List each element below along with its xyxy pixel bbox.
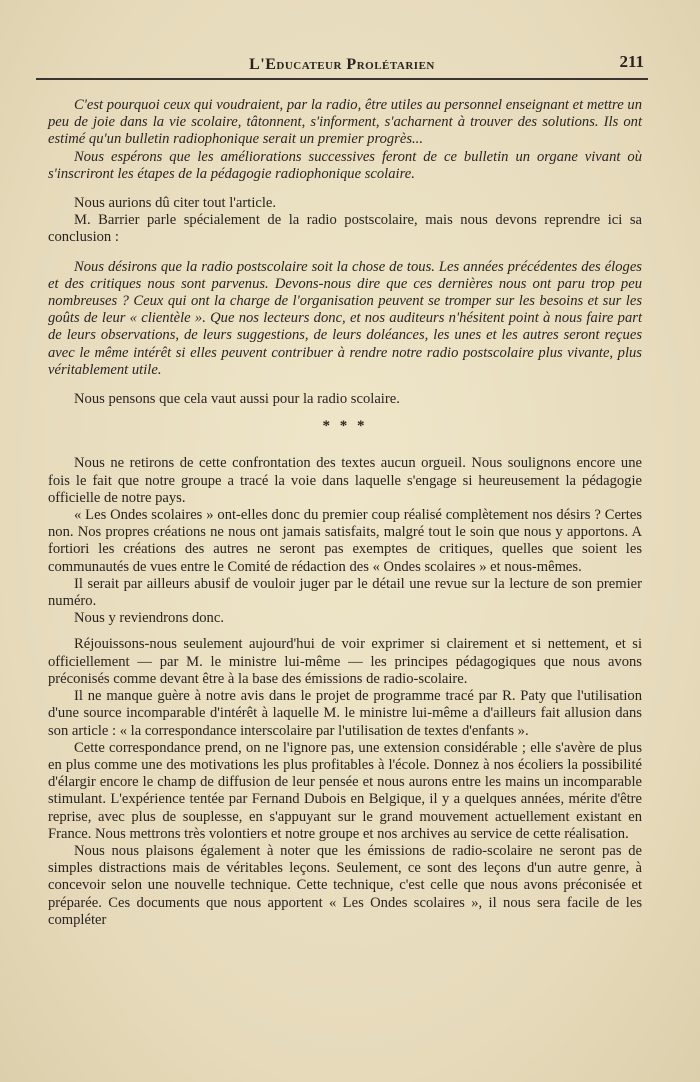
running-title: L'Educateur Prolétarien <box>249 56 435 73</box>
body-paragraph: Nous pensons que cela vaut aussi pour la radio scolaire. <box>74 391 400 408</box>
body-paragraph: Nous nous plaisons également à noter que les émissions de radio-scolaire ne seront pas de simples distractions mais de véritables leçons. Seulement, ce sont des leçons d'un autre genre, à concevoir selon une nouvelle technique. Cette technique, c'est celle que nous avons préconisée et préparée. Ces documents que nous apportent « Les Ondes scolaires », il nous sera facile de les compléter <box>48 842 642 928</box>
quote-paragraph: Nous espérons que les améliorations successives feront de ce bulletin un organe vivant où s'inscriront les étapes de la pédagogie radiophonique scolaire. <box>48 148 642 182</box>
body-paragraph: Il serait par ailleurs abusif de vouloir juger par le détail une revue sur la lecture de son premier numéro. <box>48 575 642 610</box>
quote-paragraph: C'est pourquoi ceux qui voudraient, par la radio, être utiles au personnel enseignant et mettre un peu de joie dans la vie scolaire, tâtonnent, s'informent, s'acharnent à trouver des solutions. Ils ont estimé qu'un bulletin radiophonique serait un premier progrès... <box>48 97 642 148</box>
section-separator: * * * <box>322 418 368 435</box>
body-paragraph: Nous ne retirons de cette confrontation des textes aucun orgueil. Nous soulignons encore une fois le fait que notre groupe a tracé la voie dans laquelle s'engage si heureusement la pédagogie officielle de notre pays. <box>48 455 642 506</box>
body-paragraph: « Les Ondes scolaires » ont-elles donc du premier coup réalisé complètement nos désirs ? Certes non. Nos propres créations ne nous ont jamais satisfaits, malgré tout le soin que nous y apportons. A fortiori les créations des autres ne seront pas exemptes de critiques, quelles que soient les communautés de vues entre le Comité de rédaction des « Ondes scolaires » et nous-mêmes. <box>48 507 642 575</box>
body-paragraph: Réjouissons-nous seulement aujourd'hui de voir exprimer si clairement et si nettement, et si officiellement — par M. le ministre lui-même — les principes pédagogiques que nous avons préconisés comme devant être à la base des émissions de radio-scolaire. <box>48 636 642 687</box>
body-paragraph: Cette correspondance prend, on ne l'ignore pas, une extension considérable ; elle s'avère de plus en plus comme une des motivations les plus profitables à l'école. Donnez à nos écoliers la possibilité d'élargir encore le champ de diffusion de leur pensée et nous aurons entre les mains un incomparable stimulant. L'expérience tentée par Fernand Dubois en Belgique, il y a quelques années, mérite d'être reprise, avec plus de souplesse, en s'appuyant sur le grand mouvement actuellement existant en France. Nous mettrons très volontiers et notre groupe et nos archives au service de cette réalisation. <box>48 739 642 842</box>
body-paragraph: Nous y reviendrons donc. <box>74 610 224 627</box>
body-paragraph: Nous aurions dû citer tout l'article. <box>74 195 277 212</box>
quote-paragraph: Nous désirons que la radio postscolaire soit la chose de tous. Les années précédentes des éloges et des critiques nous sont parvenus. Devons-nous dire que ces dernières nous ont paru trop peu nombreuses ? Ceux qui ont la charge de l'organisation peuvent se tromper sur les besoins et sur les goûts de leur « clientèle ». Que nos lecteurs donc, et nos auditeurs n'hésitent point à nous faire part de leurs observations, de leurs suggestions, de leurs doléances, les unes et les autres seront reçues avec le même intérêt si elles peuvent contribuer à rendre notre radio postscolaire plus vivante, plus véritablement utile. <box>48 258 642 378</box>
body-paragraph: Il ne manque guère à notre avis dans le projet de programme tracé par R. Paty que l'utilisation d'une source incomparable d'intérêt à laquelle M. le ministre lui-même a d'ailleurs fait allusion dans son article : « la correspondance interscolaire par l'utilisation de textes d'enfants ». <box>48 688 642 739</box>
body-paragraph: M. Barrier parle spécialement de la radio postscolaire, mais nous devons reprendre ici sa conclusion : <box>48 212 642 246</box>
page-number: 211 <box>619 52 644 71</box>
page-header <box>36 52 648 80</box>
article-body <box>48 97 642 929</box>
